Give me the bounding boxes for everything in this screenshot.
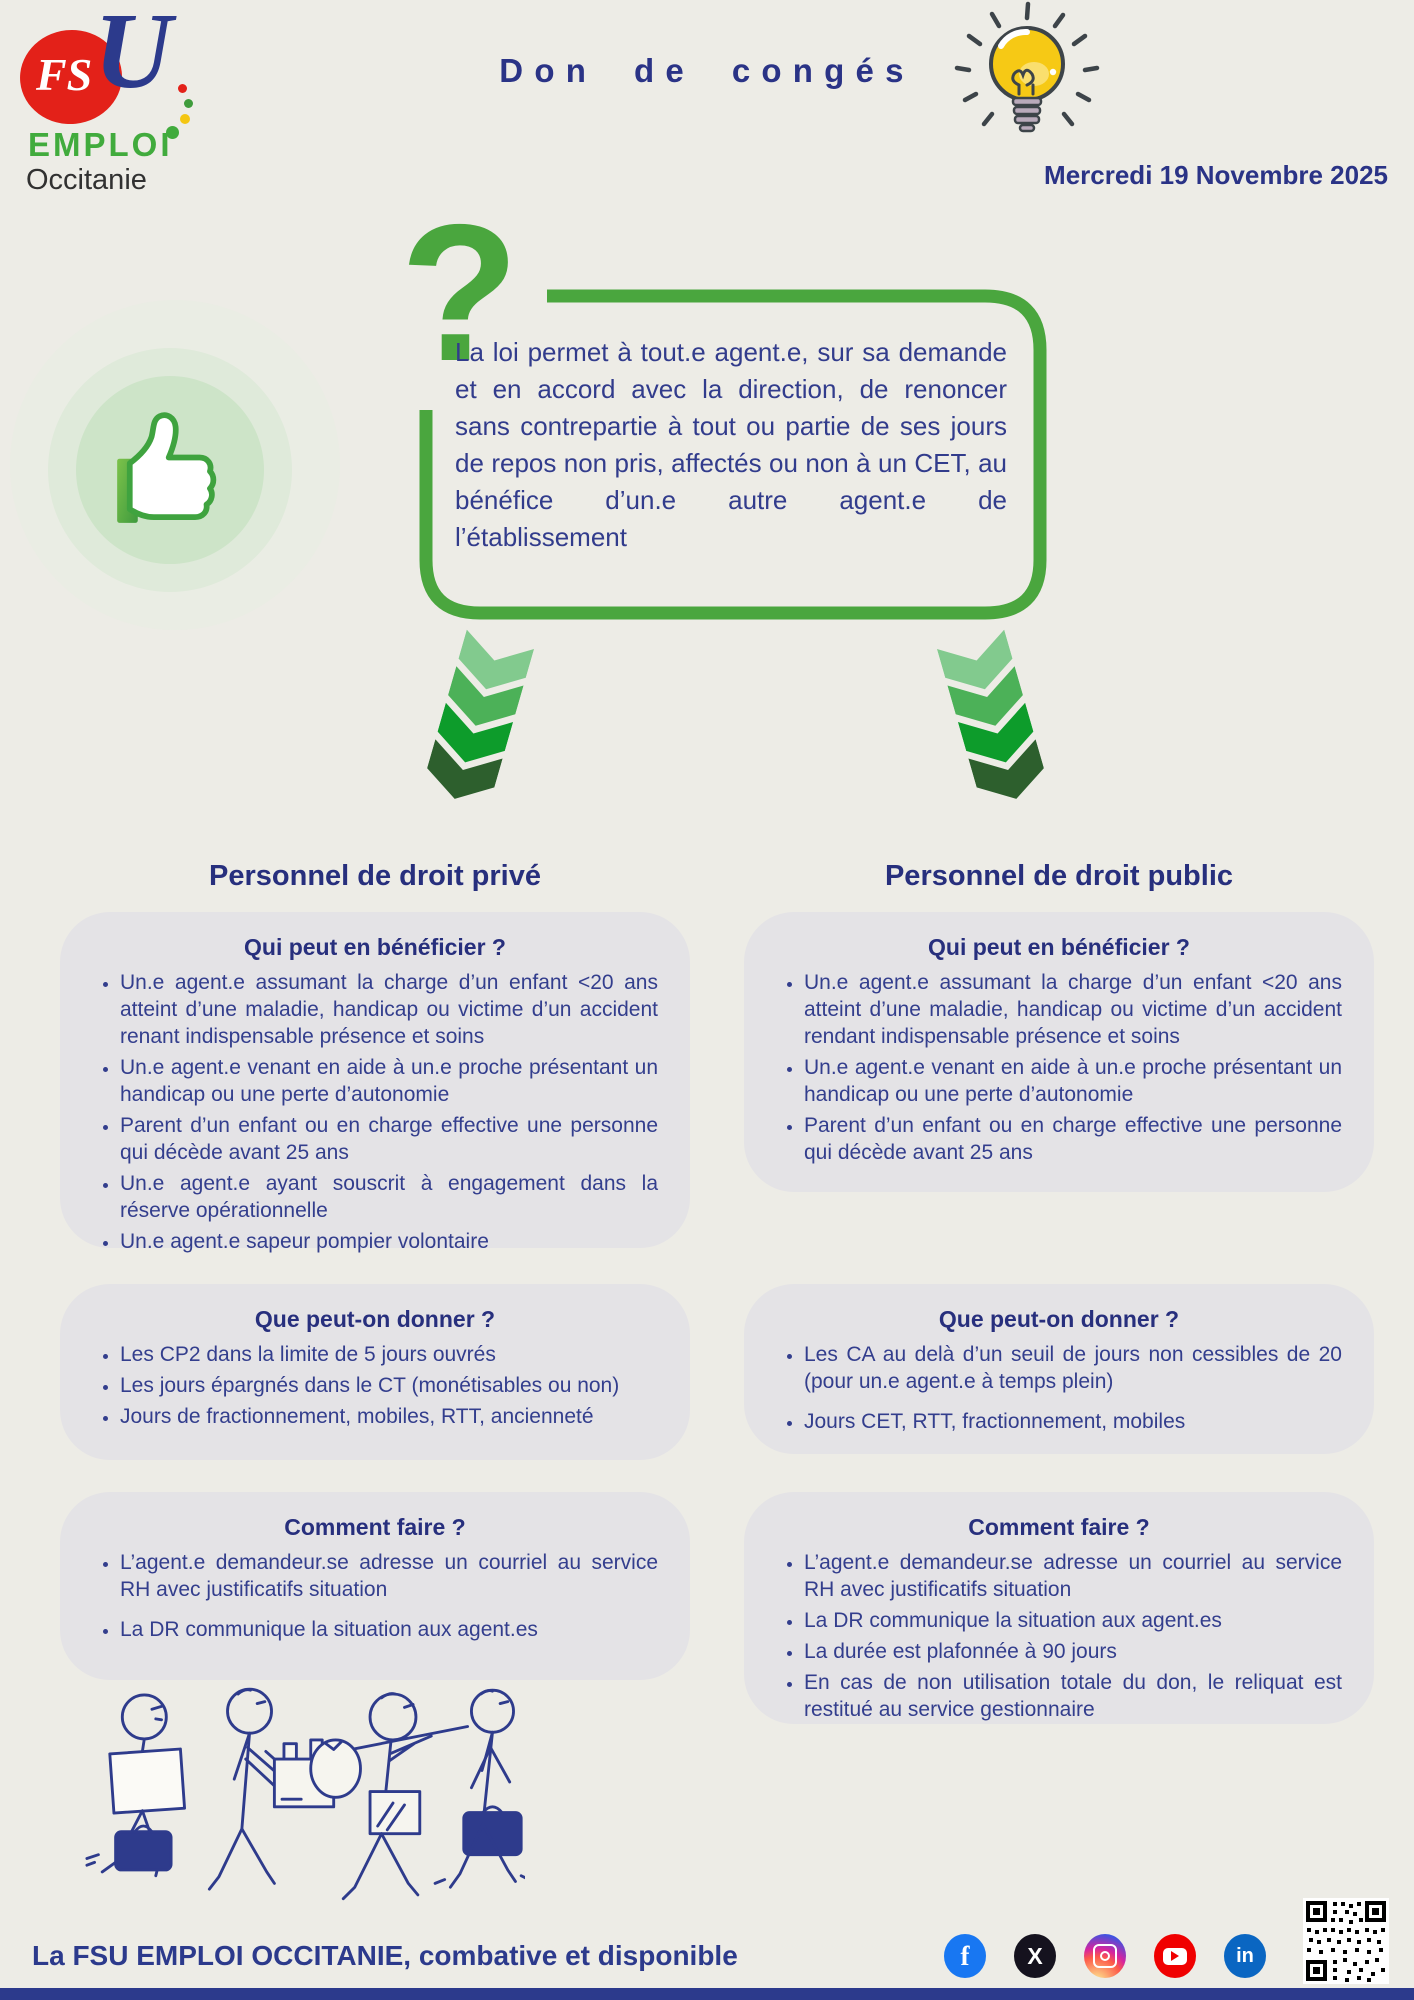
bullet-list [92, 969, 658, 1255]
workers-illustration [85, 1665, 525, 1943]
bullet-list [776, 1341, 1342, 1435]
card-title: Comment faire ? [968, 1514, 1150, 1540]
card-title: Qui peut en bénéficier ? [244, 934, 506, 960]
social-bar [944, 1934, 1266, 1978]
bullet-list [776, 969, 1342, 1166]
list-item: • Les CA au delà d’un seuil de jours non cessibles de 20 (pour un.e agent.e à temps plein) [804, 1341, 1342, 1395]
fsu-logo-u: U [94, 0, 172, 111]
page-title: Don de congés [499, 52, 915, 89]
bullet-list [776, 1549, 1342, 1723]
intro-text: La loi permet à tout.e agent.e, sur sa demande et en accord avec la direction, de renoncer sans contrepartie à tout ou partie de ses jours de repos non pris, affectés ou non à un CET, au bénéfice d’un.e autre agent.e de l’établissement [455, 337, 1007, 552]
list-item: • Un.e agent.e venant en aide à un.e proche présentant un handicap ou une perte d’autonomie [120, 1054, 658, 1108]
date: Mercredi 19 Novembre 2025 [1044, 160, 1388, 190]
list-item: • Jours CET, RTT, fractionnement, mobiles [804, 1408, 1342, 1435]
instagram-icon[interactable] [1084, 1934, 1126, 1978]
list-item: • Parent d’un enfant ou en charge effective une personne qui décède avant 25 ans [120, 1112, 658, 1166]
card-prive-donner [60, 1284, 690, 1460]
list-item: • Les jours épargnés dans le CT (monétisables ou non) [120, 1372, 658, 1399]
list-item: • Un.e agent.e ayant souscrit à engagement dans la réserve opérationnelle [120, 1170, 658, 1224]
chevron-arrow-right [937, 630, 1051, 813]
logo-region-label: Occitanie [26, 164, 147, 196]
list-item: • L’agent.e demandeur.se adresse un courriel au service RH avec justificatifs situation [120, 1549, 658, 1603]
linkedin-icon[interactable] [1224, 1934, 1266, 1978]
x-glyph: X [1027, 1942, 1043, 1969]
card-public-comment [744, 1492, 1374, 1724]
card-title: Que peut-on donner ? [938, 1306, 1180, 1332]
list-item: • Les CP2 dans la limite de 5 jours ouvrés [120, 1341, 658, 1368]
card-title: Que peut-on donner ? [254, 1306, 496, 1332]
list-item: • En cas de non utilisation totale du don, le reliquat est restitué au service gestionnaire [804, 1669, 1342, 1723]
qr-code[interactable] [1303, 1898, 1389, 1984]
column-heading-public: Personnel de droit public [884, 860, 1234, 892]
list-item: • La DR communique la situation aux agent.es [804, 1607, 1342, 1634]
footer-slogan: La FSU EMPLOI OCCITANIE, combative et disponible [32, 1940, 738, 1971]
list-item: • Parent d’un enfant ou en charge effective une personne qui décède avant 25 ans [804, 1112, 1342, 1166]
facebook-icon[interactable] [944, 1934, 986, 1978]
chevron-arrow-left [420, 630, 534, 813]
facebook-glyph: f [960, 1940, 970, 1971]
list-item: • La DR communique la situation aux agent.es [120, 1616, 658, 1643]
card-title: Qui peut en bénéficier ? [928, 934, 1190, 960]
bullet-list [92, 1549, 658, 1643]
lightbulb-icon [952, 0, 1104, 152]
fsu-logo [20, 0, 240, 204]
logo-dot-green [184, 99, 193, 108]
card-prive-beneficier [60, 912, 690, 1253]
instagram-camera-glyph [1093, 1944, 1117, 1968]
list-item: • Un.e agent.e sapeur pompier volontaire [120, 1228, 658, 1255]
thumbs-up-icon [112, 406, 230, 532]
bullet-list [92, 1341, 658, 1430]
youtube-play-glyph [1163, 1948, 1187, 1965]
card-public-donner [744, 1284, 1374, 1454]
column-heading-prive: Personnel de droit privé [209, 860, 541, 892]
list-item: • Un.e agent.e assumant la charge d’un enfant <20 ans atteint d’une maladie, handicap ou victime d’un accident rendant indispensable présence et soins [804, 969, 1342, 1050]
question-mark: ? [400, 184, 520, 402]
list-item: • La durée est plafonnée à 90 jours [804, 1638, 1342, 1665]
logo-emploi-label: EMPLOI [28, 126, 173, 163]
card-title: Comment faire ? [284, 1514, 466, 1540]
x-icon[interactable] [1014, 1934, 1056, 1978]
linkedin-glyph: in [1236, 1944, 1254, 1967]
youtube-icon[interactable] [1154, 1934, 1196, 1978]
card-public-beneficier [744, 912, 1374, 1192]
list-item: • Un.e agent.e assumant la charge d’un enfant <20 ans atteint d’une maladie, handicap ou victime d’un accident renant indispensable présence et soins [120, 969, 658, 1050]
list-item: • Jours de fractionnement, mobiles, RTT, ancienneté [120, 1403, 658, 1430]
list-item: • Un.e agent.e venant en aide à un.e proche présentant un handicap ou une perte d’autonomie [804, 1054, 1342, 1108]
footer-bar [0, 1988, 1414, 2000]
fsu-logo-fs: FS [36, 49, 93, 100]
card-prive-comment [60, 1492, 690, 1680]
logo-dot-yellow [180, 114, 190, 124]
list-item: • L’agent.e demandeur.se adresse un courriel au service RH avec justificatifs situation [804, 1549, 1342, 1603]
